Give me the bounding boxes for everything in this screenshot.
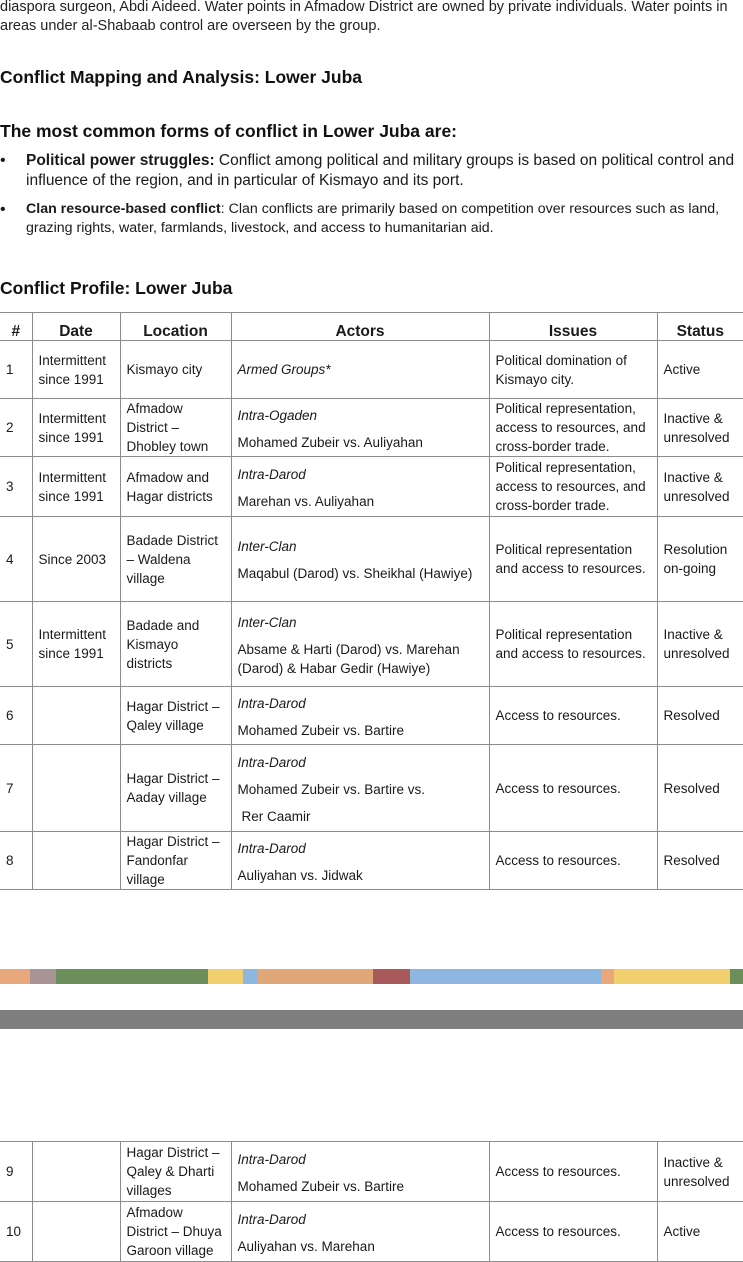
mapping-heading: Conflict Mapping and Analysis: Lower Juba	[0, 67, 363, 87]
row-actors	[231, 832, 489, 890]
conflict-forms-list	[0, 151, 740, 247]
row-date	[32, 687, 120, 745]
table-row	[0, 457, 743, 517]
actor-type: Intra-Darod	[237, 466, 306, 482]
bullet-icon: •	[0, 201, 6, 218]
table-row	[0, 1142, 743, 1202]
row-location: Hagar District – Fandonfar village	[120, 832, 231, 890]
row-actors	[231, 399, 489, 457]
decorative-color-stripe	[0, 969, 743, 984]
actor-type: Intra-Darod	[237, 754, 306, 770]
stripe-segment	[257, 969, 373, 984]
row-issues: Political representation and access to resources.	[489, 602, 657, 687]
bullet-icon: •	[0, 152, 6, 169]
row-issues: Access to resources.	[489, 687, 657, 745]
actor-type: Intra-Ogaden	[237, 407, 318, 423]
row-num: 6	[0, 687, 32, 745]
stripe-segment	[373, 969, 410, 984]
actor-names: Auliyahan vs. Marehan	[237, 1238, 375, 1254]
row-date: Since 2003	[32, 517, 120, 602]
row-issues: Political representation, access to resources, and cross-border trade.	[489, 399, 657, 457]
row-location: Afmadow District – Dhuya Garoon village	[120, 1202, 231, 1262]
row-issues: Access to resources.	[489, 832, 657, 890]
row-actors	[231, 341, 489, 399]
actor-names: Mohamed Zubeir vs. Bartire vs.	[237, 781, 426, 797]
list-item	[0, 200, 740, 238]
row-status: Inactive & unresolved	[657, 399, 743, 457]
row-status: Resolved	[657, 832, 743, 890]
stripe-segment	[56, 969, 208, 984]
actor-type: Intra-Darod	[237, 840, 306, 856]
row-date: Intermittent since 1991	[32, 399, 120, 457]
bullet-term: Clan resource-based conflict	[26, 201, 221, 217]
bullet-text: Conflict among political and military groups is based on political control and influence of the region, and in particular of Kismayo and its port.	[26, 152, 735, 189]
row-status: Resolved	[657, 745, 743, 832]
header-num: #	[0, 313, 32, 341]
table-row	[0, 602, 743, 687]
actor-names: Mohamed Zubeir vs. Auliyahan	[237, 434, 423, 450]
actor-type: Inter-Clan	[237, 539, 297, 554]
actor-type: Armed Groups*	[237, 362, 331, 377]
row-status: Inactive & unresolved	[657, 457, 743, 517]
intro-paragraph: diaspora surgeon, Abdi Aideed. Water points in Afmadow District are owned by private individuals. Water points in areas under al-Shabaab control are overseen by the group.	[0, 0, 728, 34]
row-status: Inactive & unresolved	[657, 602, 743, 687]
row-issues: Political representation and access to resources.	[489, 517, 657, 602]
row-date: Intermittent since 1991	[32, 341, 120, 399]
row-num: 10	[0, 1202, 32, 1262]
row-actors	[231, 517, 489, 602]
row-num: 3	[0, 457, 32, 517]
actor-names: Mohamed Zubeir vs. Bartire	[237, 1178, 405, 1194]
header-issues: Issues	[489, 313, 657, 341]
row-status: Resolved	[657, 687, 743, 745]
header-actors: Actors	[231, 313, 489, 341]
row-location: Badade and Kismayo districts	[120, 602, 231, 687]
row-date: Intermittent since 1991	[32, 602, 120, 687]
row-location: Afmadow District – Dhobley town	[120, 399, 231, 457]
stripe-segment	[614, 969, 730, 984]
table-row	[0, 832, 743, 890]
stripe-segment	[208, 969, 243, 984]
row-num: 5	[0, 602, 32, 687]
list-item	[0, 151, 740, 191]
row-issues: Political domination of Kismayo city.	[489, 341, 657, 399]
row-num: 4	[0, 517, 32, 602]
header-status: Status	[657, 313, 743, 341]
profile-heading: Conflict Profile: Lower Juba	[0, 278, 233, 298]
actor-names: Marehan vs. Auliyahan	[237, 493, 375, 509]
page-footer-bar	[0, 1010, 743, 1029]
row-num: 1	[0, 341, 32, 399]
actor-type: Intra-Darod	[237, 1211, 306, 1227]
row-location: Badade District – Waldena village	[120, 517, 231, 602]
conflict-table-continued	[0, 1141, 743, 1262]
bullet-text: : Clan conflicts are primarily based on competition over resources such as land, grazing rights, water, farmlands, livestock, and access to humanitarian aid.	[26, 201, 720, 236]
actor-names: Maqabul (Darod) vs. Sheikhal (Hawiye)	[237, 566, 473, 581]
row-status: Resolution on-going	[657, 517, 743, 602]
table-row	[0, 687, 743, 745]
table-row	[0, 517, 743, 602]
bullet-term: Political power struggles:	[26, 152, 215, 169]
row-num: 7	[0, 745, 32, 832]
actor-type: Inter-Clan	[237, 614, 297, 630]
forms-heading: The most common forms of conflict in Lower Juba are:	[0, 121, 457, 141]
row-date: Intermittent since 1991	[32, 457, 120, 517]
conflict-table	[0, 312, 743, 890]
actor-names: Auliyahan vs. Jidwak	[237, 867, 363, 883]
row-status: Active	[657, 1202, 743, 1262]
row-location: Afmadow and Hagar districts	[120, 457, 231, 517]
actor-names: Absame & Harti (Darod) vs. Marehan (Darod) & Habar Gedir (Hawiye)	[237, 641, 460, 676]
stripe-segment	[410, 969, 601, 984]
row-status: Active	[657, 341, 743, 399]
actor-type: Intra-Darod	[237, 695, 306, 711]
row-location: Hagar District – Qaley village	[120, 687, 231, 745]
row-date	[32, 745, 120, 832]
actor-names-extra: Rer Caamir	[241, 808, 311, 824]
row-issues: Political representation, access to resources, and cross-border trade.	[489, 457, 657, 517]
row-location: Kismayo city	[120, 341, 231, 399]
row-location: Hagar District – Qaley & Dharti villages	[120, 1142, 231, 1202]
actor-type: Intra-Darod	[237, 1151, 306, 1167]
row-actors	[231, 602, 489, 687]
row-num: 8	[0, 832, 32, 890]
header-location: Location	[120, 313, 231, 341]
row-actors	[231, 457, 489, 517]
row-actors	[231, 1142, 489, 1202]
stripe-segment	[730, 969, 743, 984]
row-location: Hagar District – Aaday village	[120, 745, 231, 832]
table-row	[0, 745, 743, 832]
stripe-segment	[0, 969, 30, 984]
row-num: 9	[0, 1142, 32, 1202]
actor-names: Mohamed Zubeir vs. Bartire	[237, 722, 405, 738]
row-actors	[231, 687, 489, 745]
table-row	[0, 399, 743, 457]
header-date: Date	[32, 313, 120, 341]
row-num: 2	[0, 399, 32, 457]
row-issues: Access to resources.	[489, 745, 657, 832]
row-date	[32, 832, 120, 890]
row-status: Inactive & unresolved	[657, 1142, 743, 1202]
table-row	[0, 341, 743, 399]
row-actors	[231, 745, 489, 832]
table-header-row	[0, 313, 743, 341]
row-date	[32, 1142, 120, 1202]
stripe-segment	[30, 969, 56, 984]
row-issues: Access to resources.	[489, 1202, 657, 1262]
stripe-segment	[601, 969, 614, 984]
row-issues: Access to resources.	[489, 1142, 657, 1202]
stripe-segment	[243, 969, 257, 984]
